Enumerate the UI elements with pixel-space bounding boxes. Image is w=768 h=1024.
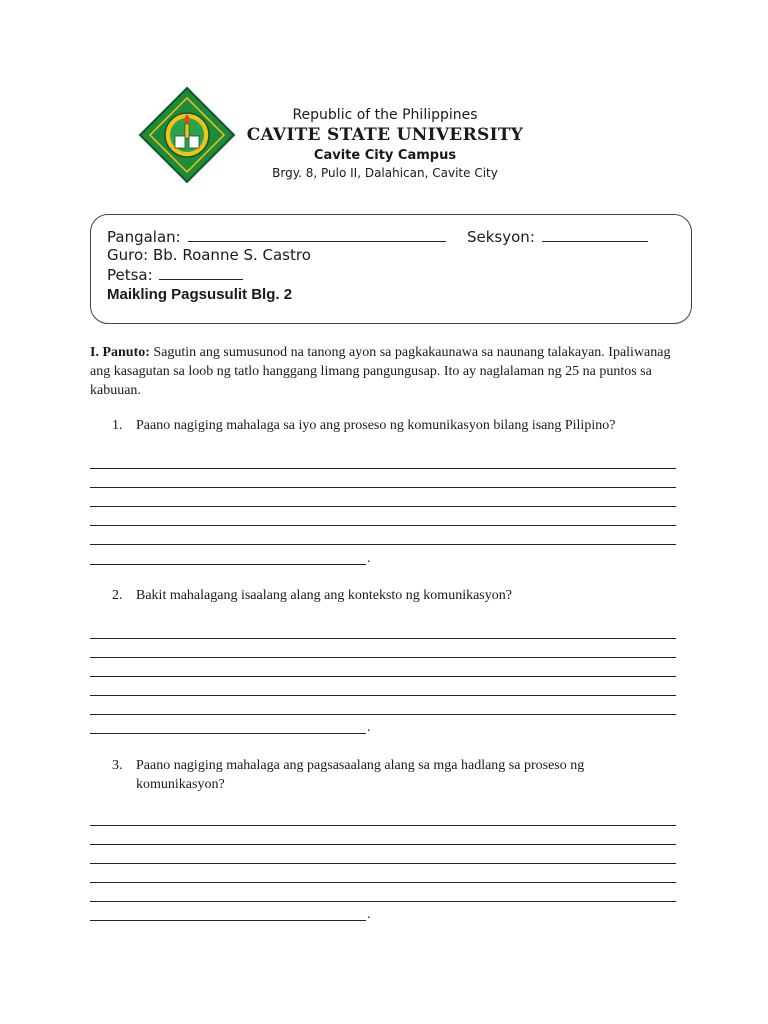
answer-line[interactable]	[90, 863, 676, 864]
school-header	[240, 106, 530, 181]
question-number: 3.	[112, 758, 123, 773]
name-row	[107, 227, 446, 247]
question-text: Bakit mahalagang isaalang alang ang konteksto ng komunikasyon?	[136, 588, 512, 603]
republic-line: Republic of the Philippines	[292, 107, 478, 123]
answer-line-last[interactable]	[90, 564, 366, 565]
answer-line[interactable]	[90, 657, 676, 658]
answer-line[interactable]	[90, 825, 676, 826]
answer-line-last[interactable]	[90, 733, 366, 734]
answer-line[interactable]	[90, 487, 676, 488]
quiz-title: Maikling Pagsusulit Blg. 2	[107, 286, 293, 303]
answer-line[interactable]	[90, 882, 676, 883]
instructions-label: I. Panuto:	[90, 345, 150, 360]
answer-line[interactable]	[90, 901, 676, 902]
answer-line[interactable]	[90, 506, 676, 507]
campus-address: Brgy. 8, Pulo II, Dalahican, Cavite City	[272, 166, 498, 180]
date-blank[interactable]	[159, 265, 243, 280]
question-text: Paano nagiging mahalaga ang pagsasaalang alang sa mga hadlang sa proseso ng komunikasyon?	[136, 758, 585, 792]
answer-line[interactable]	[90, 714, 676, 715]
instructions-text: Sagutin ang sumusunod na tanong ayon sa pagkakaunawa sa naunang talakayan. Ipaliwanag ang kasagutan sa loob ng tatlo hanggang limang pangungusap. Ito ay naglalaman ng 25 na puntos sa kabuuan.	[90, 345, 671, 398]
instructions	[90, 343, 680, 400]
answer-end-mark: .	[367, 907, 371, 922]
student-info-box	[90, 214, 692, 324]
question-text: Paano nagiging mahalaga sa iyo ang proseso ng komunikasyon bilang isang Pilipino?	[136, 418, 616, 433]
answer-line[interactable]	[90, 544, 676, 545]
answer-line[interactable]	[90, 844, 676, 845]
question-number: 1.	[112, 418, 123, 433]
name-blank[interactable]	[188, 227, 446, 242]
question-2	[112, 586, 672, 605]
answer-line-last[interactable]	[90, 920, 366, 921]
section-blank[interactable]	[542, 227, 648, 242]
date-label: Petsa:	[107, 266, 153, 284]
name-label: Pangalan:	[107, 228, 181, 246]
teacher-line: Guro: Bb. Roanne S. Castro	[107, 246, 311, 264]
answer-line[interactable]	[90, 525, 676, 526]
question-1	[112, 416, 672, 435]
answer-line[interactable]	[90, 638, 676, 639]
question-number: 2.	[112, 588, 123, 603]
campus-name: Cavite City Campus	[313, 148, 457, 163]
section-row	[467, 227, 648, 247]
section-label: Seksyon:	[467, 228, 535, 246]
answer-end-mark: .	[367, 551, 371, 566]
university-name: CAVITE STATE UNIVERSITY	[246, 125, 524, 145]
answer-line[interactable]	[90, 676, 676, 677]
university-logo	[138, 86, 236, 184]
answer-end-mark: .	[367, 720, 371, 735]
question-3	[112, 756, 672, 794]
date-row	[107, 265, 243, 285]
answer-line[interactable]	[90, 695, 676, 696]
answer-line[interactable]	[90, 468, 676, 469]
